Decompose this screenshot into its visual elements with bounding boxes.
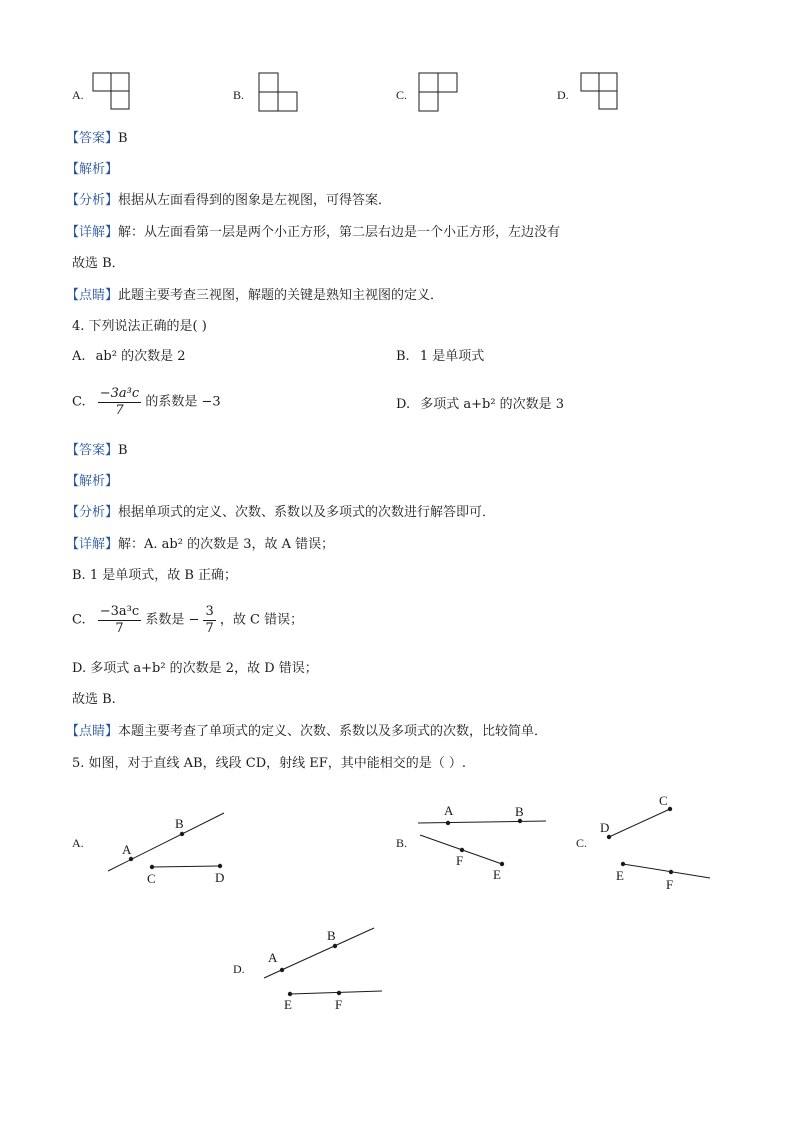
ray-ef [290,991,382,994]
q3-option-c-label: C. [396,88,408,102]
coefficient-fraction [98,386,141,419]
q3-analysis-tag: 【解析】 [66,162,119,177]
label-f: F [666,877,674,892]
q5-figure-a-label: A. [72,836,84,850]
option-label: D. [396,397,411,412]
line-ab [418,821,546,823]
point-e [500,862,504,866]
q4-xiangjie-line [66,536,334,554]
q3-answer-line [66,130,128,148]
q3-choose-line: 故选 B． [72,256,125,271]
point-a [280,968,284,972]
label-c: C [659,793,668,808]
label-d: D [215,870,225,885]
fraction-denominator: 7 [115,403,124,418]
q4-answer-line [66,442,128,460]
answer-tag: 【答案】 [66,131,119,146]
q5-figure-c [596,790,716,895]
point-b [333,944,337,948]
ray-ef [623,864,710,878]
q5-figure-b-label: B. [396,836,408,850]
point-f [669,870,673,874]
option-label: C. [72,394,86,410]
q5-figure-d [256,920,388,1015]
q3-xiangjie-line [66,224,560,242]
answer-value: B [118,443,128,458]
line-c-label: C. [72,612,86,628]
coefficient-fraction [98,604,141,637]
label-f: F [456,853,464,868]
segment-cd [152,866,220,867]
point-e [288,992,292,996]
dianjing-text: 此题主要考查三视图，解题的关键是熟知主视图的定义． [118,288,444,303]
answer-value: B [118,131,128,146]
point-a [446,821,450,825]
q4-choose-line: 故选 B. [72,692,116,707]
answer-tag: 【答案】 [66,443,119,458]
label-a: A [122,842,132,857]
label-e: E [493,867,501,882]
point-a [129,857,133,861]
point-f [460,848,464,852]
fenxi-tag: 【分析】 [66,505,119,520]
option-text: ab² 的次数是 2 [95,349,186,364]
q5-figure-d-label: D. [233,962,245,976]
q5-stem: 5. 如图，对于直线 AB，线段 CD，射线 EF，其中能相交的是（ ）. [72,756,467,771]
q4-option-a [72,348,186,366]
fraction-numerator: 3 [205,604,214,619]
xiangjie-text: 解：从左面看第一层是两个小正方形，第二层右边是一个小正方形，左边没有 [118,225,561,240]
q3-dianjing-line [66,287,443,305]
label-c: C [147,871,156,886]
q3-option-b-figure [258,72,300,112]
q3-option-a-figure [92,72,132,110]
label-b: B [175,816,184,831]
option-label: A. [72,349,86,364]
q3-option-d-figure [580,72,620,112]
label-f: F [335,997,343,1012]
point-b [180,832,184,836]
option-label: B. [396,349,410,364]
xiangjie-tag: 【详解】 [66,225,119,240]
point-d [218,864,222,868]
fenxi-tag: 【分析】 [66,193,119,208]
point-c [150,865,154,869]
q3-option-a-label: A. [72,88,84,102]
option-text: 1 是单项式 [419,349,485,364]
q3-option-b-label: B. [233,88,245,102]
q4-line-d: D. 多项式 a+b² 的次数是 2，故 D 错误； [72,661,318,676]
fraction-denominator: 7 [205,621,214,636]
q4-option-c [72,386,221,419]
point-e [621,862,625,866]
xiangjie-text: 解：A. ab² 的次数是 3，故 A 错误； [118,537,335,552]
point-c [668,807,672,811]
label-e: E [616,868,624,883]
label-a: A [268,950,278,965]
label-a: A [444,803,454,818]
dianjing-tag: 【点睛】 [66,288,119,303]
q4-stem: 4. 下列说法正确的是( ) [72,319,207,334]
q4-option-b [396,348,484,366]
q5-figure-a [100,805,240,890]
option-text: 的系数是 −3 [145,394,221,410]
dianjing-text: 本题主要考查了单项式的定义、次数、系数以及多项式的次数，比较简单． [118,724,548,739]
label-b: B [327,928,336,943]
result-fraction [203,604,215,637]
q4-fenxi-line [66,504,495,522]
q4-analysis-tag: 【解析】 [66,474,119,489]
q4-line-b: B. 1 是单项式，故 B 正确； [72,568,238,583]
q3-fenxi-line [66,192,391,210]
option-text: 多项式 a+b² 的次数是 3 [420,397,565,412]
label-d: D [600,820,610,835]
fraction-numerator: −3a³c [99,386,140,401]
fraction-denominator: 7 [115,621,124,636]
q5-figure-b [410,800,552,885]
q4-line-c [72,604,303,637]
q4-option-d [396,396,564,414]
q3-option-c-figure [418,72,460,112]
q3-option-d-label: D. [557,88,569,102]
point-d [607,835,611,839]
fenxi-text: 根据单项式的定义、次数、系数以及多项式的次数进行解答即可． [118,505,496,520]
line-c-mid: 系数是 − [145,612,200,628]
label-b: B [515,804,524,819]
q5-figure-c-label: C. [576,836,588,850]
segment-cd [609,809,670,837]
q4-dianjing-line [66,723,547,741]
point-f [337,991,341,995]
label-e: E [284,997,292,1012]
dianjing-tag: 【点睛】 [66,724,119,739]
fraction-numerator: −3a³c [99,604,140,619]
line-c-end: ，故 C 错误； [219,612,304,628]
fenxi-text: 根据从左面看得到的图象是左视图，可得答案． [118,193,392,208]
point-b [518,819,522,823]
xiangjie-tag: 【详解】 [66,537,119,552]
